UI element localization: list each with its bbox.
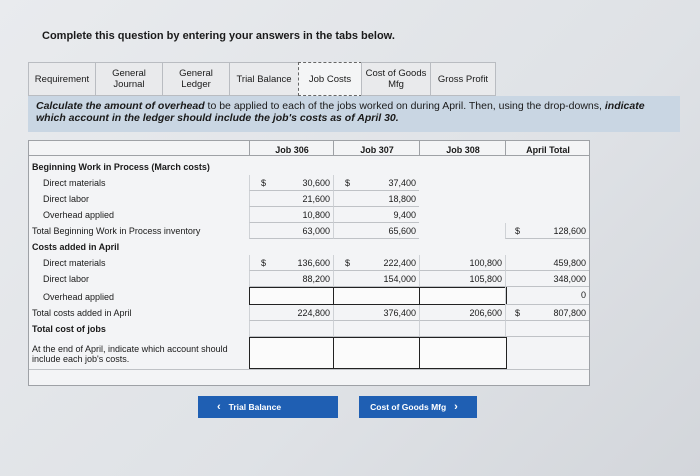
cell-job308-tadded: 206,600 — [419, 305, 505, 321]
banner-text1: to be applied to each of the jobs worked on during April. Then, using the drop-downs, — [204, 100, 605, 112]
cell-job307-tadded: 376,400 — [333, 305, 419, 321]
tab-cost-of-goods-mfg[interactable] — [361, 62, 431, 96]
table-row — [29, 207, 589, 223]
table-row — [29, 159, 589, 175]
currency-sign: $ — [515, 308, 521, 318]
cell-job306-tadded: 224,800 — [249, 305, 333, 321]
next-tab-button[interactable] — [359, 396, 477, 418]
job-costs-table — [28, 140, 590, 386]
table-row — [29, 239, 589, 255]
table-row — [29, 191, 589, 207]
cell-job307-dl1: 18,800 — [333, 191, 419, 207]
cell-job306-dm1: 30,600 — [249, 175, 333, 191]
label-direct-labor-april: Direct labor — [43, 274, 90, 284]
cell-job307-dm1: 37,400 — [333, 175, 419, 191]
cell-total-oh2: 0 — [505, 287, 589, 305]
label-direct-materials: Direct materials — [43, 178, 106, 188]
table-row — [29, 287, 589, 303]
header-job-308: Job 308 — [446, 145, 480, 155]
cell-job307-tbwip: 65,600 — [333, 223, 419, 239]
select-account-job308[interactable] — [419, 337, 507, 369]
input-job307-overhead[interactable] — [333, 287, 421, 305]
cell-job307-dm2: 222,400 — [333, 255, 419, 271]
tab-trial-balance[interactable]: Trial Balance — [229, 62, 299, 96]
table-row — [29, 321, 589, 337]
chevron-right-icon: › — [454, 401, 458, 413]
cell-total-tadded: 807,800 — [505, 305, 589, 321]
table-row — [29, 223, 589, 239]
label-costs-added: Costs added in April — [32, 242, 120, 252]
question-banner — [28, 96, 680, 132]
table-row — [29, 271, 589, 287]
header-job-307: Job 307 — [360, 145, 394, 155]
label-total-cost-of-jobs: Total cost of jobs — [32, 324, 106, 334]
cell-job308-dl2: 105,800 — [419, 271, 505, 287]
cell-job307-dl2: 154,000 — [333, 271, 419, 287]
table-row — [29, 305, 589, 321]
table-row — [29, 175, 589, 191]
label-total-beginning-wip: Total Beginning Work in Process inventory — [32, 226, 201, 236]
label-direct-materials-april: Direct materials — [43, 258, 106, 268]
prev-tab-label: Trial Balance — [228, 402, 282, 412]
cell-job306-dm2: 136,600 — [249, 255, 333, 271]
tab-general-ledger-label: General Ledger — [179, 68, 213, 90]
label-overhead-applied: Overhead applied — [43, 210, 115, 220]
header-job-306: Job 306 — [275, 145, 309, 155]
cell-job306-tbwip: 63,000 — [249, 223, 333, 239]
input-job308-overhead[interactable] — [419, 287, 507, 305]
cell-job307-oh1[interactable]: 9,400 — [333, 207, 419, 223]
label-end-line2: include each job's costs. — [32, 354, 130, 364]
label-overhead-applied-april: Overhead applied — [43, 292, 115, 302]
tab-job-costs[interactable]: Job Costs — [298, 62, 362, 96]
chevron-left-icon: ‹ — [216, 401, 221, 413]
banner-emph2: indicate which account in the ledger should include the job's costs as of April 30. — [36, 100, 645, 124]
label-total-costs-added: Total costs added in April — [32, 308, 132, 318]
tab-gross-profit[interactable]: Gross Profit — [430, 62, 496, 96]
currency-sign: $ — [261, 178, 267, 188]
select-account-job306[interactable] — [249, 337, 335, 369]
label-beginning-wip: Beginning Work in Process (March costs) — [32, 162, 210, 172]
currency-sign: $ — [345, 178, 351, 188]
cell-job306-oh1[interactable]: 10,800 — [249, 207, 333, 223]
table-row — [29, 255, 589, 271]
tab-general-ledger[interactable] — [162, 62, 230, 96]
cell-job306-dl1: 21,600 — [249, 191, 333, 207]
cell-job308-dm2: 100,800 — [419, 255, 505, 271]
prev-tab-button[interactable] — [198, 396, 338, 418]
input-job306-overhead[interactable] — [249, 287, 335, 305]
label-direct-labor: Direct labor — [43, 194, 90, 204]
cell-job308-total — [419, 321, 505, 337]
cell-total-tbwip: 128,600 — [505, 223, 589, 239]
cell-total-dm2: 459,800 — [505, 255, 589, 271]
currency-sign: $ — [261, 258, 267, 268]
label-end-line1: At the end of April, indicate which account should — [32, 344, 228, 354]
tab-requirement[interactable]: Requirement — [28, 62, 96, 96]
header-april-total: April Total — [526, 145, 570, 155]
tab-bar — [28, 62, 495, 96]
next-tab-label: Cost of Goods Mfg — [370, 402, 447, 412]
cell-job306-dl2: 88,200 — [249, 271, 333, 287]
cell-job306-total — [249, 321, 333, 337]
tab-general-journal[interactable] — [95, 62, 163, 96]
tab-general-journal-label: General Journal — [112, 68, 146, 90]
label-end-of-april — [32, 344, 228, 364]
cell-total-total — [505, 321, 589, 337]
tab-cost-of-goods-mfg-label: Cost of Goods Mfg — [365, 68, 427, 90]
cell-job307-total — [333, 321, 419, 337]
banner-emph1: Calculate the amount of overhead — [36, 100, 205, 112]
currency-sign: $ — [515, 226, 521, 236]
currency-sign: $ — [345, 258, 351, 268]
cell-total-dl2: 348,000 — [505, 271, 589, 287]
instruction-text: Complete this question by entering your answers in the tabs below. — [42, 30, 395, 42]
select-account-job307[interactable] — [333, 337, 421, 369]
